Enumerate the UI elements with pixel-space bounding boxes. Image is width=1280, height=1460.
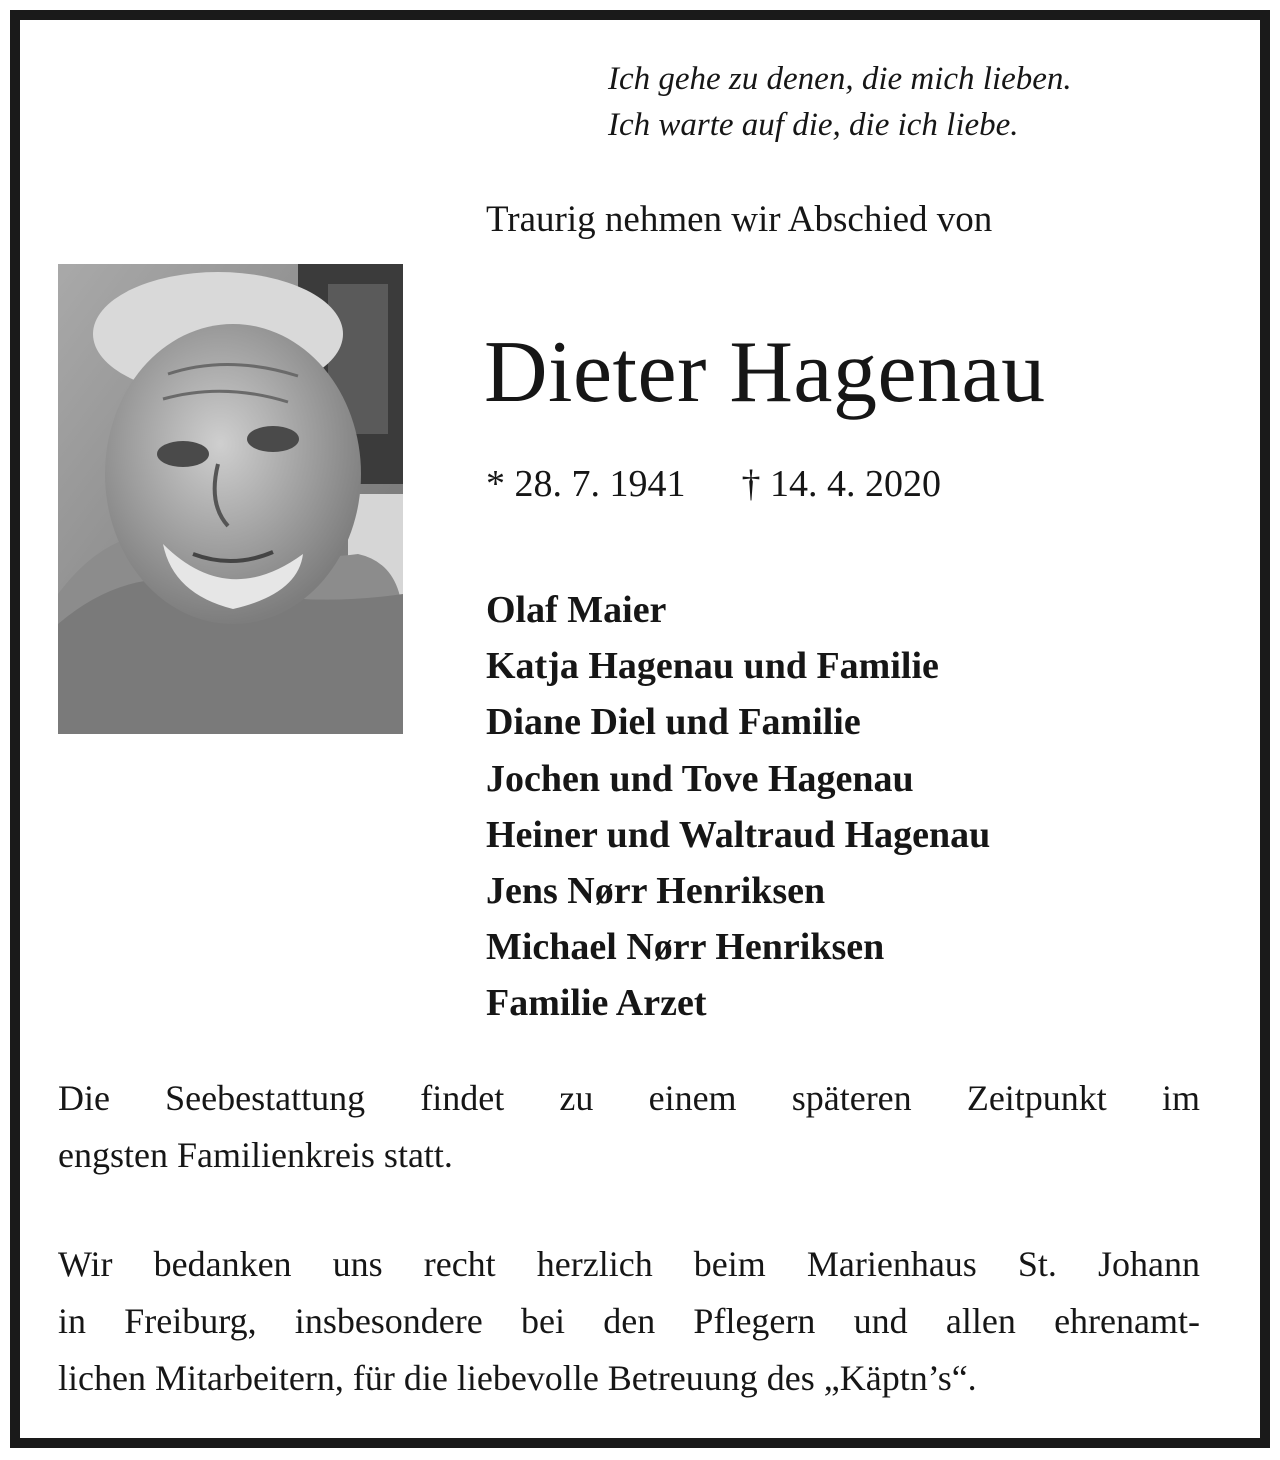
motto-line-2: Ich warte auf die, die ich liebe. [608, 107, 1019, 143]
burial-notice [58, 1070, 1200, 1184]
birth-date: * 28. 7. 1941 [486, 463, 686, 505]
deceased-name: Dieter Hagenau [484, 324, 1046, 421]
burial-notice-line-2: engsten Familienkreis statt. [58, 1135, 453, 1175]
mourner-name: Diane Diel und Familie [486, 701, 861, 744]
thanks-line-1: Wir bedanken uns recht herzlich beim Marienhaus St. Johann [58, 1244, 1200, 1284]
mourner-name: Familie Arzet [486, 982, 707, 1025]
intro-text: Traurig nehmen wir Abschied von [486, 199, 993, 240]
motto-quote [608, 56, 1072, 148]
thanks-line-2: in Freiburg, insbesondere bei den Pflegern und allen ehrenamt- [58, 1301, 1200, 1341]
mourners-list [486, 582, 990, 1032]
mourner-name: Heiner und Waltraud Hagenau [486, 813, 991, 856]
thanks-line-3: lichen Mitarbeitern, für die liebevolle Betreuung des „Käptn’s“. [58, 1358, 977, 1398]
death-date: † 14. 4. 2020 [741, 463, 941, 505]
burial-notice-line-1: Die Seebestattung findet zu einem späteren Zeitpunkt im [58, 1078, 1200, 1118]
mourner-name: Katja Hagenau und Familie [486, 645, 939, 688]
mourner-name: Jens Nørr Henriksen [486, 870, 826, 913]
portrait-photo [58, 264, 403, 734]
mourner-name: Michael Nørr Henriksen [486, 926, 885, 969]
mourner-name: Olaf Maier [486, 589, 667, 631]
motto-line-1: Ich gehe zu denen, die mich lieben. [608, 61, 1072, 97]
life-dates [486, 458, 941, 510]
mourner-name: Jochen und Tove Hagenau [486, 757, 914, 800]
thanks-note [58, 1236, 1200, 1407]
